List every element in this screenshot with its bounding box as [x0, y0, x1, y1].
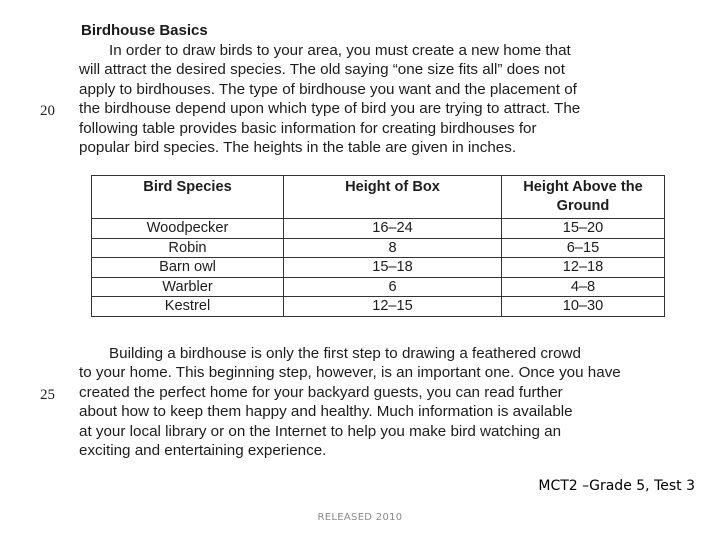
- paragraph-line: popular bird species. The heights in the table are given in inches.: [79, 139, 517, 157]
- released-label: RELEASED 2010: [317, 512, 403, 523]
- table-row: [92, 219, 665, 239]
- cell-species: Barn owl: [92, 258, 284, 278]
- header-height-above-ground: Height Above the Ground: [502, 176, 665, 219]
- paragraph-line: In order to draw birds to your area, you must create a new home that: [109, 42, 571, 59]
- cell-box-height: 12–15: [284, 297, 502, 317]
- birdhouse-table: [91, 175, 665, 317]
- cell-ground-height: 12–18: [502, 258, 665, 278]
- cell-ground-height: 4–8: [502, 277, 665, 297]
- cell-species: Robin: [92, 238, 284, 258]
- paragraph-line: about how to keep them happy and healthy. Much information is available: [79, 403, 573, 421]
- table-row: [92, 258, 665, 278]
- cell-box-height: 15–18: [284, 258, 502, 278]
- table-row: [92, 277, 665, 297]
- cell-box-height: 8: [284, 238, 502, 258]
- line-number-20: 20: [40, 103, 55, 119]
- table-header-row: [92, 176, 665, 219]
- cell-ground-height: 15–20: [502, 219, 665, 239]
- document-title: Birdhouse Basics: [81, 22, 208, 39]
- cell-box-height: 6: [284, 277, 502, 297]
- header-bird-species: Bird Species: [92, 176, 284, 219]
- paragraph-line: Building a birdhouse is only the first step to drawing a feathered crowd: [109, 345, 581, 362]
- paragraph-line: will attract the desired species. The old saying “one size fits all” does not: [79, 61, 565, 79]
- paragraph-line: following table provides basic information for creating birdhouses for: [79, 119, 537, 137]
- test-label: MCT2 –Grade 5, Test 3: [538, 478, 695, 494]
- cell-species: Woodpecker: [92, 219, 284, 239]
- paragraph-closing: [79, 344, 719, 460]
- paragraph-line: the birdhouse depend upon which type of bird you are trying to attract. The: [79, 100, 581, 118]
- paragraph-line: created the perfect home for your backyard guests, you can read further: [79, 383, 563, 401]
- header-height-of-box: Height of Box: [284, 176, 502, 219]
- paragraph-line: at your local library or on the Internet to help you make bird watching an: [79, 422, 562, 440]
- paragraph-line: exciting and entertaining experience.: [79, 442, 327, 460]
- paragraph-line: apply to birdhouses. The type of birdhouse you want and the placement of: [79, 80, 577, 98]
- cell-ground-height: 6–15: [502, 238, 665, 258]
- table-row: [92, 238, 665, 258]
- paragraph-line: to your home. This beginning step, however, is an important one. Once you have: [79, 364, 621, 382]
- paragraph-intro: [79, 41, 719, 157]
- table-row: [92, 297, 665, 317]
- cell-box-height: 16–24: [284, 219, 502, 239]
- line-number-25: 25: [40, 387, 55, 403]
- cell-species: Warbler: [92, 277, 284, 297]
- cell-ground-height: 10–30: [502, 297, 665, 317]
- cell-species: Kestrel: [92, 297, 284, 317]
